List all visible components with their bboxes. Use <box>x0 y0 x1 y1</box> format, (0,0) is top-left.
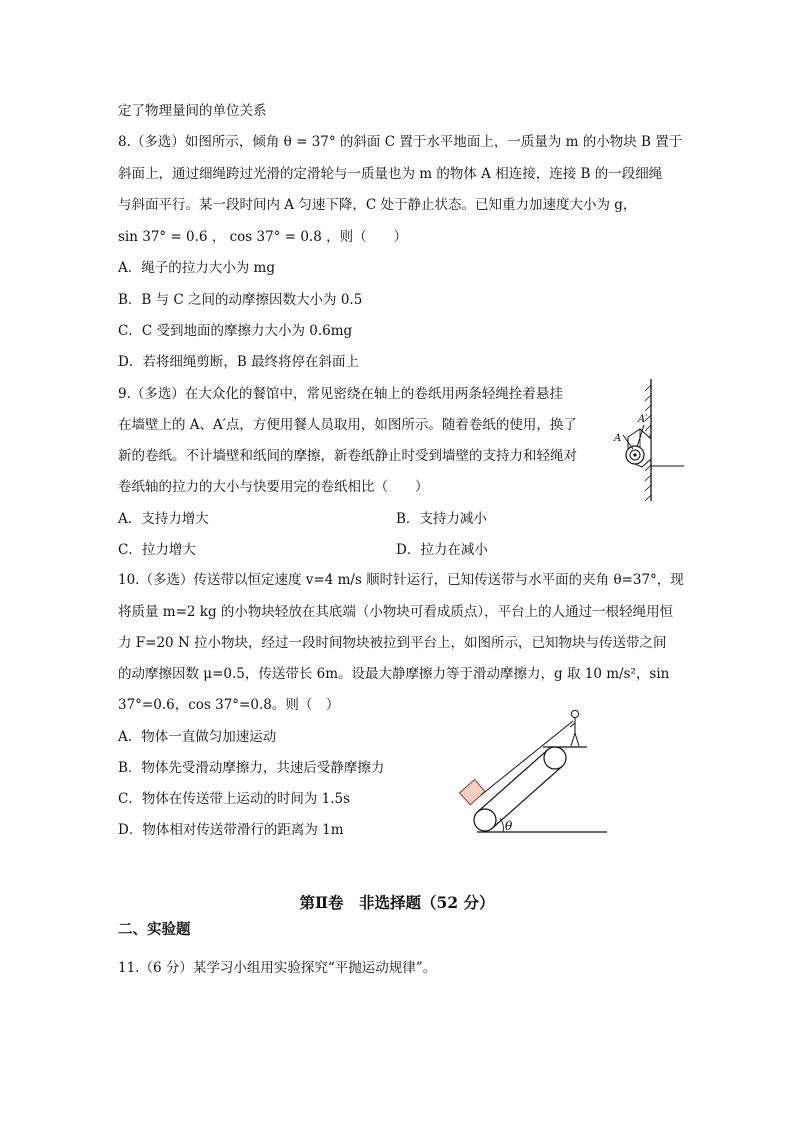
q8-option-a: A．绳子的拉力大小为 mg <box>118 260 275 276</box>
q10-option-a: A．物体一直做匀加速运动 <box>118 729 277 745</box>
angle-arc <box>500 818 503 832</box>
q10-stem-line: 力 F=20 N 拉小物块，经过一段时间物块被拉到平台上，如图所示，已知物块与传送带之间 <box>118 635 667 651</box>
label-a: A <box>614 433 622 444</box>
person-icon <box>570 710 579 746</box>
block <box>460 780 486 805</box>
label-a-prime: A′ <box>638 414 648 425</box>
q9-option-c: C．拉力增大 <box>118 542 196 558</box>
q9-option-a: A．支持力增大 <box>118 511 209 527</box>
q8-option-b: B．B 与 C 之间的动摩擦因数大小为 0.5 <box>118 292 363 308</box>
q10-option-b: B．物体先受滑动摩擦力，共速后受静摩擦力 <box>118 760 385 776</box>
q9-option-d: D．拉力在减小 <box>396 542 488 558</box>
conveyor-figure <box>455 705 615 839</box>
q10-stem-line: 的动摩擦因数 μ=0.5，传送带长 6m。设最大静摩擦力等于滑动摩擦力，g 取 10 m/s²，sin <box>118 666 670 682</box>
q9-stem-line: 9.（多选）在大众化的餐馆中，常见密绕在轴上的卷纸用两条轻绳拴着悬挂 <box>118 386 563 402</box>
intro-continuation: 定了物理量间的单位关系 <box>118 103 267 119</box>
angle-label: θ <box>505 819 513 833</box>
belt-top <box>478 750 548 812</box>
q11-stem-line: 11.（6 分）某学习小组用实验探究“平抛运动规律”。 <box>118 960 437 976</box>
section-title: 第Ⅱ卷 非选择题（52 分） <box>299 893 495 912</box>
belt-bottom <box>492 766 562 828</box>
q8-option-d: D．若将细绳剪断，B 最终将停在斜面上 <box>118 354 360 370</box>
q9-stem-line: 在墙壁上的 A、A′点，方便用餐人员取用，如图所示。随着卷纸的使用，换了 <box>118 417 577 433</box>
q10-option-c: C．物体在传送带上运动的时间为 1.5s <box>118 791 351 807</box>
q8-option-c: C．C 受到地面的摩擦力大小为 0.6mg <box>118 323 353 339</box>
q10-stem-line: 10.（多选）传送带以恒定速度 v=4 m/s 顺时针运行，已知传送带与水平面的夹角 θ=37°，现 <box>118 572 684 588</box>
roll-axle <box>633 453 636 456</box>
q9-stem-line: 新的卷纸。不计墙壁和纸间的摩擦，新卷纸静止时受到墙壁的支持力和轻绳对 <box>118 448 577 464</box>
q10-option-d: D．物体相对传送带滑行的距离为 1m <box>118 822 344 838</box>
q8-stem-line: 8.（多选）如图所示，倾角 θ = 37° 的斜面 C 置于水平地面上，一质量为 m 的小物块 B 置于 <box>118 134 683 150</box>
q9-stem-line: 卷纸轴的拉力的大小与快要用完的卷纸相比（ ） <box>118 479 429 495</box>
q9-option-b: B．支持力减小 <box>396 511 487 527</box>
q10-stem-line: 37°=0.6，cos 37°=0.8。则（ ） <box>118 697 340 713</box>
q8-stem-line: sin 37° = 0.6 ， cos 37° = 0.8 ，则（ ） <box>118 229 408 245</box>
q10-stem-line: 将质量 m=2 kg 的小物块轻放在其底端（小物块可看成质点），平台上的人通过一根轻绳用恒 <box>118 604 674 620</box>
paper-roll-figure <box>606 375 686 505</box>
section-subtitle: 二、实验题 <box>118 921 191 938</box>
q8-stem-line: 与斜面平行。某一段时间内 A 匀速下降，C 处于静止状态。已知重力加速度大小为 g， <box>118 197 637 213</box>
q8-stem-line: 斜面上，通过细绳跨过光滑的定滑轮与一质量也为 m 的物体 A 相连接，连接 B 的一段细绳 <box>118 166 663 182</box>
